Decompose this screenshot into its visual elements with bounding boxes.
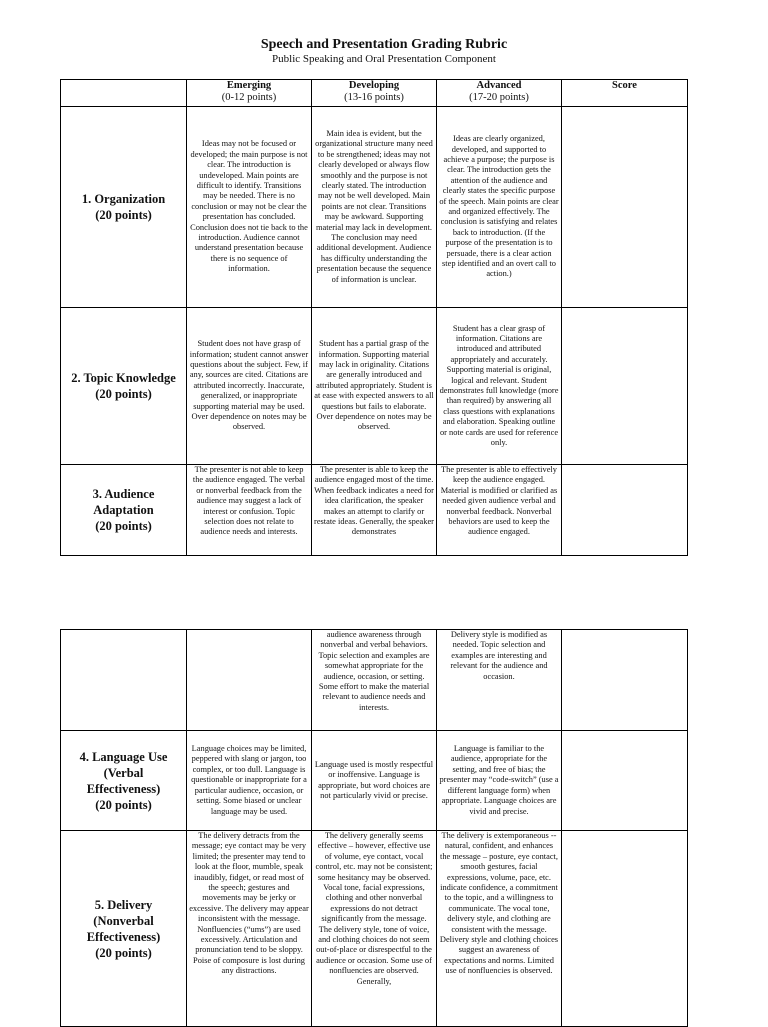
developing-cell: Language used is mostly respectful or inoffensive. Language is appropriate, but word choices are not particularly vivid or precise. bbox=[312, 731, 437, 831]
advanced-cell: Ideas are clearly organized, developed, and supported to achieve a purpose; the purpose is clear. The introduction gets the attention of the audience and clearly states the specific purpose of the speech. Main points are clear and organized effectively. The conclusion is satisfying and relates back to introduction. (If the purpose of the presentation is to persuade, there is a clear action step identified and an overt call to action.) bbox=[437, 107, 562, 308]
developing-cell: The delivery generally seems effective – however, effective use of volume, eye contact, vocal control, etc. may not be consistent; some hesitancy may be observed. Vocal tone, facial expressions, clothing and other nonverbal expressions do not detract significantly from the message. The delivery style, tone of voice, and clothing choices do not seem out-of-place or disrespectful to the audience or occasion. Some use of nonfluencies are observed. Generally, bbox=[312, 831, 437, 1027]
criterion-line: (Verbal bbox=[103, 765, 144, 780]
criterion-header bbox=[61, 80, 187, 107]
developing-cell: audience awareness through nonverbal and verbal behaviors. Topic selection and examples are somewhat appropriate for the audience, occasion, or setting. Some effort to make the material relevant to audience needs and interests. bbox=[312, 630, 437, 731]
developing-cell: The presenter is able to keep the audience engaged most of the time. When feedback indicates a need for idea clarification, the speaker makes an attempt to clarify or restate ideas. Generally, the speaker demonstrates bbox=[312, 465, 437, 556]
table-row bbox=[61, 831, 688, 1027]
criterion-line: (20 points) bbox=[95, 519, 152, 533]
table-row bbox=[61, 308, 688, 465]
criterion-line: 4. Language Use bbox=[79, 749, 168, 764]
criterion-line: (20 points) bbox=[95, 945, 152, 960]
criterion-line: 1. Organization bbox=[81, 192, 166, 206]
criterion-line: Effectiveness) bbox=[86, 929, 161, 944]
table-row bbox=[61, 107, 688, 308]
developing-points: (13-16 points) bbox=[344, 92, 404, 103]
advanced-cell: The delivery is extemporaneous -- natural, confident, and enhances the message – posture, eye contact, smooth gestures, facial expressions, volume, pace, etc. indicate confidence, a commitment to the topic, and a willingness to communicate. The vocal tone, delivery style, and clothing are consistent with the message. Delivery style and clothing choices suggest an awareness of expectations and norms. Limited use of nonfluencies is observed. bbox=[437, 831, 562, 1027]
criterion-line: (Nonverbal bbox=[93, 913, 154, 928]
emerging-cell: Ideas may not be focused or developed; the main purpose is not clear. The introduction is undeveloped. Main points are difficult to identify. Transitions may be needed. There is no conclusion or may not be clear the presentation has concluded. Conclusion does not tie back to the introduction. Audience cannot understand presentation because there is no sequence of information. bbox=[187, 107, 312, 308]
document-subtitle: Public Speaking and Oral Presentation Component bbox=[272, 53, 496, 65]
score-cell[interactable] bbox=[562, 465, 688, 556]
score-header bbox=[562, 80, 688, 107]
score-cell[interactable] bbox=[562, 107, 688, 308]
score-cell[interactable] bbox=[562, 308, 688, 465]
advanced-points: (17-20 points) bbox=[469, 92, 529, 103]
score-cell[interactable] bbox=[562, 630, 688, 731]
rubric-table-page-2 bbox=[60, 629, 688, 1027]
developing-cell: Main idea is evident, but the organizational structure many need to be strengthened; ideas may not clearly developed or always flow smoothly and the purpose is not clearly stated. The introduction may not be well developed. Main points are not clear. Transitions may be awkward. Supporting material may lack in development. The conclusion may need additional development. Audience has difficulty understanding the presentation because the sequence of information is unclear. bbox=[312, 107, 437, 308]
criterion-line: 5. Delivery bbox=[94, 897, 153, 912]
criterion-line: 3. Audience bbox=[92, 487, 155, 501]
emerging-cell: The delivery detracts from the message; eye contact may be very limited; the presenter may tend to look at the floor, mumble, speak inaudibly, fidget, or read most of the speech; gestures and movements may be jerky or excessive. The delivery may appear inconsistent with the message. Nonfluencies (“ums”) are used excessively. Articulation and pronunciation tend to be sloppy. Poise of composure is lost during any distractions. bbox=[187, 831, 312, 1027]
criterion-cell bbox=[61, 107, 187, 308]
advanced-header bbox=[437, 80, 562, 107]
document-title: Speech and Presentation Grading Rubric bbox=[260, 37, 508, 52]
table-row bbox=[61, 630, 688, 731]
criterion-cell bbox=[61, 630, 187, 731]
table-row bbox=[61, 731, 688, 831]
advanced-label: Advanced bbox=[476, 80, 522, 91]
table-row bbox=[61, 465, 688, 556]
criterion-line: Adaptation bbox=[93, 503, 154, 517]
advanced-cell: The presenter is able to effectively keep the audience engaged. Material is modified or clarified as needed given audience verbal and nonverbal feedback. Nonverbal behaviors are used to keep the audience engaged. bbox=[437, 465, 562, 556]
criterion-cell bbox=[61, 465, 187, 556]
emerging-cell bbox=[187, 630, 312, 731]
criterion-cell bbox=[61, 831, 187, 1027]
advanced-cell: Language is familiar to the audience, appropriate for the setting, and free of bias; the presenter may “code-switch” (use a different language form) when appropriate. Language choices are vivid and precise. bbox=[437, 731, 562, 831]
advanced-cell: Student has a clear grasp of information. Citations are introduced and attributed appropriately and accurately. Supporting material is original, logical and relevant. Student demonstrates full knowledge (more than required) by answering all class questions with explanations and elaboration. Speaking outline or note cards are used for reference only. bbox=[437, 308, 562, 465]
emerging-label: Emerging bbox=[226, 80, 272, 91]
emerging-cell: Student does not have grasp of information; student cannot answer questions about the subject. Few, if any, sources are cited. Citations are attributed incorrectly. Inaccurate, generalized, or inappropriate supporting material may be used. Over dependence on notes may be observed. bbox=[187, 308, 312, 465]
developing-cell: Student has a partial grasp of the information. Supporting material may lack in originality. Citations are generally introduced and attributed appropriately. Student is at ease with expected answers to all questions but fails to elaborate. Over dependence on notes may be observed. bbox=[312, 308, 437, 465]
developing-header bbox=[312, 80, 437, 107]
emerging-points: (0-12 points) bbox=[221, 92, 277, 103]
advanced-cell: Delivery style is modified as needed. Topic selection and examples are interesting and relevant for the audience and occasion. bbox=[437, 630, 562, 731]
criterion-cell bbox=[61, 308, 187, 465]
criterion-line: (20 points) bbox=[95, 797, 152, 812]
criterion-line: 2. Topic Knowledge bbox=[71, 371, 176, 385]
criterion-line: (20 points) bbox=[95, 387, 152, 401]
emerging-cell: The presenter is not able to keep the audience engaged. The verbal or nonverbal feedback from the audience may suggest a lack of interest or confusion. Topic selection does not relate to audience needs and interests. bbox=[187, 465, 312, 556]
rubric-table-page-1 bbox=[60, 79, 688, 556]
emerging-header bbox=[187, 80, 312, 107]
emerging-cell: Language choices may be limited, peppered with slang or jargon, too complex, or too dull. Language is questionable or inappropriate for a particular audience, occasion, or setting. Some biased or unclear language may be used. bbox=[187, 731, 312, 831]
score-label: Score bbox=[612, 80, 637, 91]
criterion-line: Effectiveness) bbox=[86, 781, 161, 796]
developing-label: Developing bbox=[348, 80, 400, 91]
score-cell[interactable] bbox=[562, 731, 688, 831]
score-cell[interactable] bbox=[562, 831, 688, 1027]
criterion-line: (20 points) bbox=[95, 208, 152, 222]
criterion-cell bbox=[61, 731, 187, 831]
header-row bbox=[61, 80, 688, 107]
